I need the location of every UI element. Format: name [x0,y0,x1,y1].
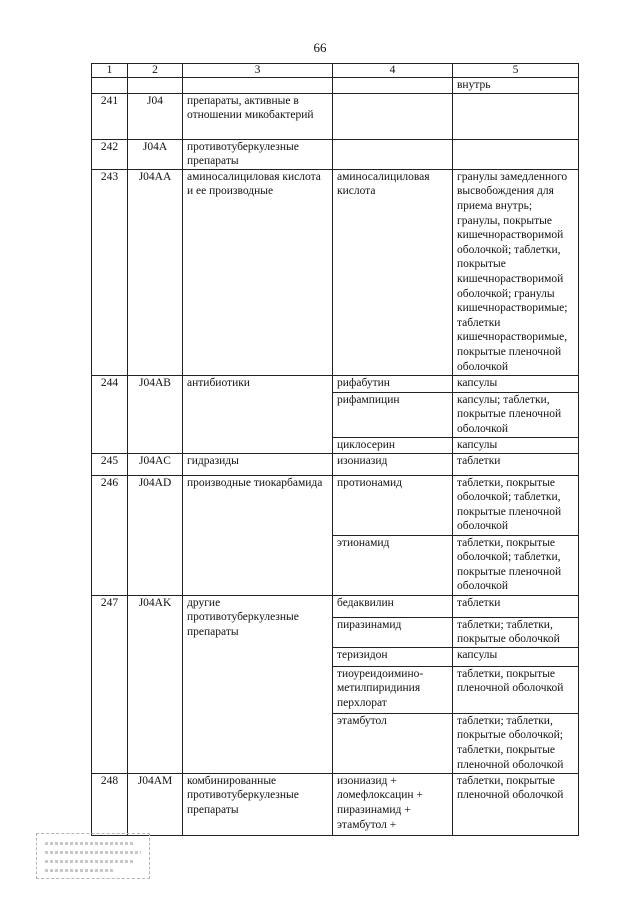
drug-name-cell: этионамид [333,535,453,595]
atc-code-cell: J04 [128,93,183,139]
group-name-cell: препараты, активные в отношении микобактерий [183,93,333,139]
drug-name-cell [333,139,453,169]
table-row [92,375,579,392]
table-row [92,139,579,169]
table-row [92,475,579,535]
table-row [92,595,579,617]
column-header-5: 5 [453,64,579,78]
column-header-1: 1 [92,64,128,78]
row-number-cell: 243 [92,169,128,375]
group-name-cell: противотуберкулезные препараты [183,139,333,169]
table-body [92,64,579,836]
table-row [92,78,579,94]
drug-name-cell: аминосалициловая кислота [333,169,453,375]
group-name-cell [183,78,333,94]
atc-code-cell: J04AB [128,375,183,453]
group-name-cell: комбинированные противотуберкулезные препараты [183,773,333,835]
dosage-form-cell: таблетки, покрытые оболочкой; таблетки, покрытые пленочной оболочкой [453,535,579,595]
column-header-2: 2 [128,64,183,78]
row-number-cell: 247 [92,595,128,773]
table-row [92,453,579,475]
dosage-form-cell: таблетки, покрытые пленочной оболочкой [453,773,579,835]
table-row [92,773,579,835]
drug-name-cell: рифабутин [333,375,453,392]
row-number-cell: 242 [92,139,128,169]
group-name-cell: гидразиды [183,453,333,475]
atc-code-cell: J04AM [128,773,183,835]
drug-name-cell: циклосерин [333,437,453,453]
drug-name-cell: бедаквилин [333,595,453,617]
dosage-form-cell: таблетки; таблетки, покрытые оболочкой; таблетки, покрытые пленочной оболочкой [453,713,579,773]
table-row [92,93,579,139]
column-header-3: 3 [183,64,333,78]
dosage-form-cell: таблетки; таблетки, покрытые оболочкой [453,617,579,647]
drug-name-cell: тиоуреидоимино-метилпиридиния перхлорат [333,666,453,713]
dosage-form-cell: капсулы [453,647,579,666]
medication-table [91,63,579,836]
atc-code-cell: J04A [128,139,183,169]
group-name-cell: производные тиокарбамида [183,475,333,595]
drug-name-cell [333,93,453,139]
dosage-form-cell: таблетки, покрытые оболочкой; таблетки, покрытые пленочной оболочкой [453,475,579,535]
atc-code-cell: J04AD [128,475,183,595]
drug-name-cell [333,78,453,94]
table-row [92,169,579,375]
row-number-cell: 246 [92,475,128,595]
dosage-form-cell: капсулы [453,375,579,392]
atc-code-cell: J04AK [128,595,183,773]
row-number-cell: 248 [92,773,128,835]
group-name-cell: антибиотики [183,375,333,453]
dosage-form-cell: таблетки [453,453,579,475]
row-number-cell: 245 [92,453,128,475]
faded-stamp [36,833,150,879]
row-number-cell: 241 [92,93,128,139]
dosage-form-cell: внутрь [453,78,579,94]
dosage-form-cell: гранулы замедленного высвобождения для приема внутрь; гранулы, покрытые кишечнорастворимой оболочкой; таблетки, покрытые кишечнорастворимой оболочкой; гранулы кишечнорастворимые; таблетки кишечнорастворимые, покрытые пленочной оболочкой [453,169,579,375]
drug-name-cell: изониазид [333,453,453,475]
drug-name-cell: рифампицин [333,392,453,437]
drug-name-cell: протионамид [333,475,453,535]
atc-code-cell: J04AC [128,453,183,475]
group-name-cell: аминосалициловая кислота и ее производные [183,169,333,375]
row-number-cell [92,78,128,94]
dosage-form-cell: капсулы [453,437,579,453]
drug-name-cell: пиразинамид [333,617,453,647]
page-number: 66 [313,40,327,55]
table-header-row [92,64,579,78]
column-header-4: 4 [333,64,453,78]
group-name-cell: другие противотуберкулезные препараты [183,595,333,773]
drug-name-cell: теризидон [333,647,453,666]
atc-code-cell [128,78,183,94]
dosage-form-cell: капсулы; таблетки, покрытые пленочной оболочкой [453,392,579,437]
dosage-form-cell [453,139,579,169]
dosage-form-cell: таблетки [453,595,579,617]
dosage-form-cell [453,93,579,139]
drug-name-cell: этамбутол [333,713,453,773]
atc-code-cell: J04AA [128,169,183,375]
dosage-form-cell: таблетки, покрытые пленочной оболочкой [453,666,579,713]
drug-name-cell: изониазид + ломефлоксацин + пиразинамид + этамбутол + [333,773,453,835]
row-number-cell: 244 [92,375,128,453]
